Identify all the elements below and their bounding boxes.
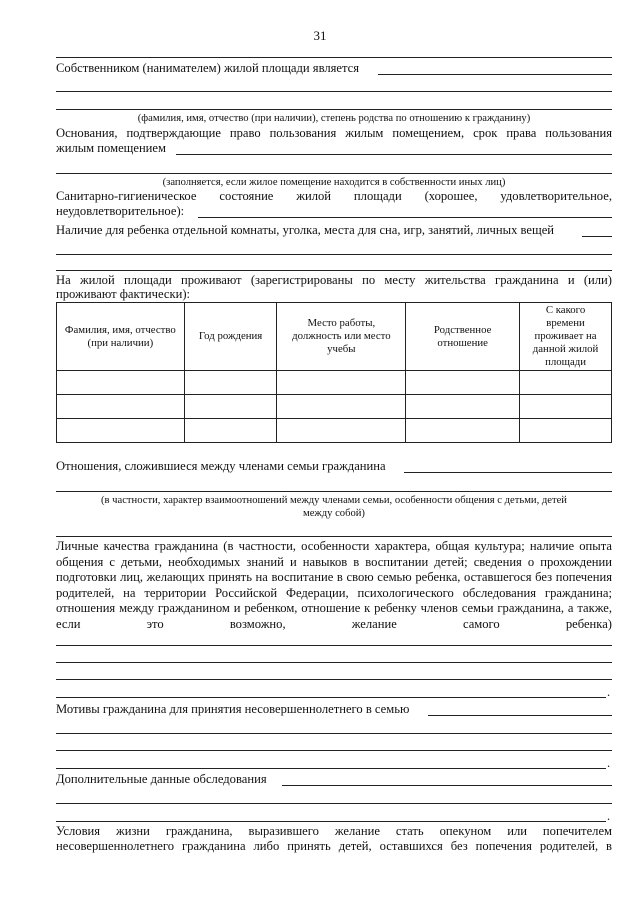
additional-field-line[interactable] [56,803,612,804]
table-cell[interactable] [57,395,185,419]
grounds-hint: (заполняется, если жилое помещение находится в собственности иных лиц) [162,177,506,188]
residents-table [56,302,612,443]
rule [56,57,612,58]
owner-field-line[interactable] [56,91,612,92]
table-row [57,419,612,443]
relations-field[interactable] [404,472,612,473]
relations-hint-1: (в частности, характер взаимоотношений между членами семьи, особенности общения с детьми, детей [101,495,567,506]
table-header-row [57,303,612,371]
table-cell[interactable] [406,395,520,419]
additional-field-line[interactable] [56,821,606,822]
period-mark: . [607,756,611,770]
table-cell[interactable] [57,371,185,395]
table-cell[interactable] [406,371,520,395]
table-cell[interactable] [520,419,612,443]
residents-line-2: проживают фактически): [56,287,191,301]
personal-qualities-field-line[interactable] [56,645,612,646]
child-room-label: Наличие для ребенка отдельной комнаты, уголка, места для сна, игр, занятий, личных вещей [56,223,555,237]
table-cell[interactable] [184,395,277,419]
motives-field-line[interactable] [56,750,612,751]
table-cell[interactable] [57,419,185,443]
owner-hint: (фамилия, имя, отчество (при наличии), степень родства по отношению к гражданину) [137,113,531,124]
col-header-name: Фамилия, имя, отчество (при наличии) [57,303,185,371]
table-cell[interactable] [277,419,406,443]
col-header-birth-year: Год рождения [184,303,277,371]
table-cell[interactable] [520,371,612,395]
personal-qualities-field-line[interactable] [56,697,606,698]
table-row [57,395,612,419]
grounds-field-line[interactable] [56,173,612,174]
grounds-field[interactable] [176,154,612,155]
col-header-relation: Родственное отношение [406,303,520,371]
col-header-since: С какого времени проживает на данной жилой площади [520,303,612,371]
additional-label: Дополнительные данные обследования [56,772,267,786]
relations-label: Отношения, сложившиеся между членами семьи гражданина [56,459,386,473]
motives-field-line[interactable] [56,733,612,734]
child-room-field-line[interactable] [56,270,612,271]
personal-qualities-text: Личные качества гражданина (в частности, особенности характера, общая культура; наличие опыта общения с детьми, необходимых знаний и навыков в воспитании детей; сведения о прохождении подготовки лиц, желающих принять на воспитание в свою семью ребенка, оставшегося без попечения родителей, на территории Российской Федерации, психологического обследования гражданина; отношения между гражданином и ребенком, отношение к ребенку членов семьи гражданина, а также, если это возможно, желание самого ребенка) [56,539,612,631]
table-cell[interactable] [520,395,612,419]
table-cell[interactable] [184,371,277,395]
period-mark: . [607,685,611,699]
sanitary-field[interactable] [198,217,612,218]
personal-qualities-field-line[interactable] [56,679,612,680]
relations-field-line[interactable] [56,491,612,492]
grounds-line-2: жилым помещением [56,141,166,155]
child-room-field[interactable] [582,236,612,237]
table-cell[interactable] [277,371,406,395]
period-mark: . [607,809,611,823]
residents-line-1: На жилой площади проживают (зарегистрированы по месту жительства гражданина и (или) [56,273,612,287]
table-row [57,371,612,395]
col-header-workplace: Место работы, должность или место учебы [277,303,406,371]
sanitary-line-1: Санитарно-гигиеническое состояние жилой площади (хорошее, удовлетворительное, [56,189,612,203]
sanitary-line-2: неудовлетворительное): [56,204,185,218]
motives-label: Мотивы гражданина для принятия несовершеннолетнего в семью [56,702,410,716]
grounds-line-1: Основания, подтверждающие право пользования жилым помещением, срок права пользования [56,126,612,140]
motives-field-line[interactable] [56,768,606,769]
conditions-text: Условия жизни гражданина, выразившего желание стать опекуном или попечителем несовершеннолетнего гражданина либо принять детей, оставшихся без попечения родителей, в [56,824,612,854]
owner-field-line[interactable] [56,109,612,110]
motives-field[interactable] [428,715,612,716]
page-number: 31 [313,28,327,43]
table-cell[interactable] [277,395,406,419]
rule [56,536,612,537]
table-cell[interactable] [184,419,277,443]
relations-hint-2: между собой) [303,508,365,519]
owner-label: Собственником (нанимателем) жилой площади является [56,61,360,75]
owner-field[interactable] [378,74,612,75]
child-room-field-line[interactable] [56,254,612,255]
additional-field[interactable] [282,785,612,786]
personal-qualities-field-line[interactable] [56,662,612,663]
table-cell[interactable] [406,419,520,443]
